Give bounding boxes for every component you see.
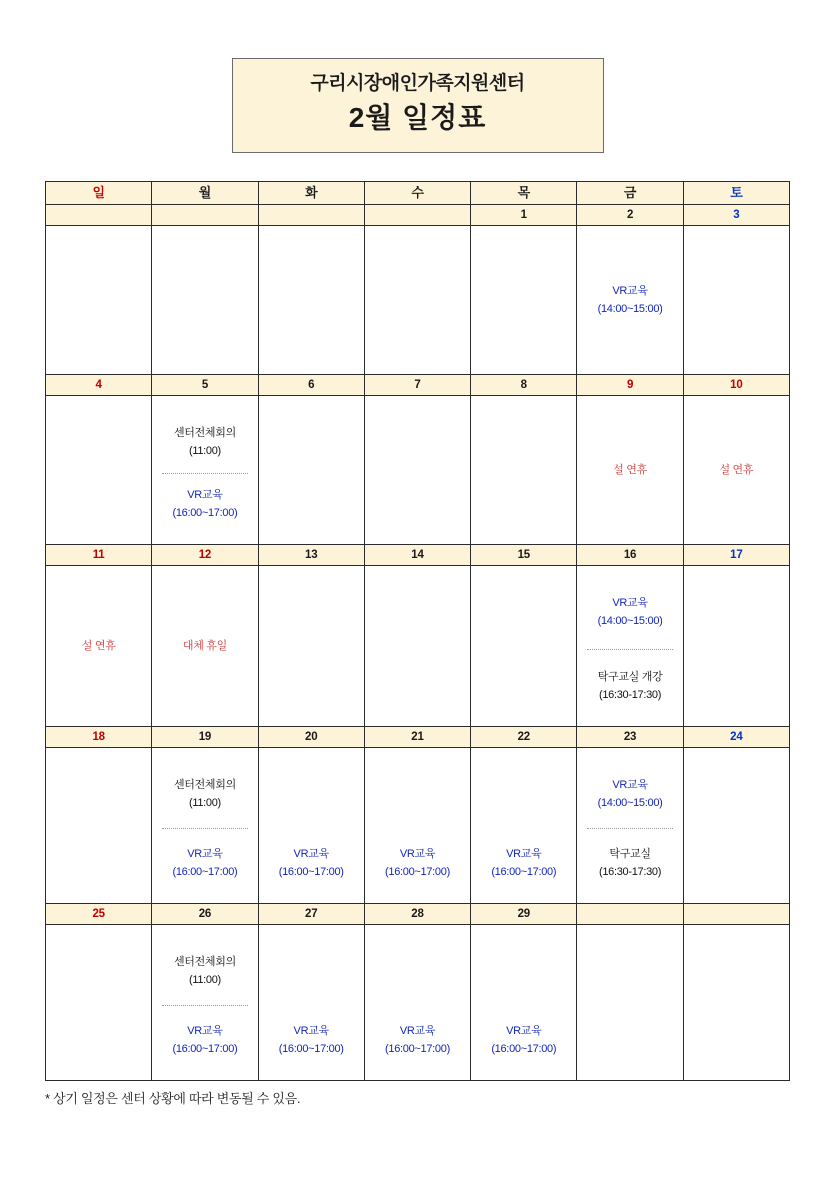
calendar-cell[interactable] (471, 226, 577, 375)
date-number: 11 (46, 545, 152, 566)
calendar-cell[interactable] (364, 925, 470, 1081)
date-number: 27 (258, 904, 364, 925)
event-row (46, 748, 790, 904)
cell-content (259, 566, 364, 726)
date-number: 2 (577, 205, 683, 226)
weekday-header-row (46, 182, 790, 205)
calendar-cell[interactable] (577, 925, 683, 1081)
event-title: 설 연휴 (613, 464, 647, 477)
date-number: 13 (258, 545, 364, 566)
date-number: 19 (152, 727, 258, 748)
event-item (475, 845, 572, 881)
event-title: 설 연휴 (719, 464, 754, 477)
event-item (475, 1022, 572, 1058)
cell-content (46, 566, 151, 726)
calendar-cell[interactable] (46, 226, 152, 375)
cell-content (259, 226, 364, 374)
date-number (152, 205, 258, 226)
weekday-header-1: 월 (152, 182, 258, 205)
calendar-header (46, 182, 790, 205)
event-divider (587, 649, 672, 650)
date-number: 20 (258, 727, 364, 748)
event-item (263, 845, 360, 881)
event-row (46, 396, 790, 545)
cell-content (46, 748, 151, 903)
date-number: 18 (46, 727, 152, 748)
event-time: (16:00~17:00) (491, 1043, 557, 1056)
event-title: 센터전체회의 (173, 427, 236, 440)
date-number: 1 (471, 205, 577, 226)
event-title: 설 연휴 (81, 640, 116, 653)
event-divider (162, 473, 247, 474)
date-number: 6 (258, 375, 364, 396)
event-time: (16:00~17:00) (172, 1043, 238, 1056)
event-item (369, 1022, 466, 1058)
event-time: (16:00~17:00) (278, 866, 344, 879)
cell-content (259, 748, 364, 903)
calendar-cell[interactable] (683, 748, 789, 904)
calendar-cell[interactable] (577, 226, 683, 375)
calendar-cell[interactable] (364, 226, 470, 375)
event-time: (16:30-17:30) (598, 866, 662, 879)
calendar-cell[interactable] (152, 566, 258, 727)
cell-content (259, 396, 364, 544)
cell-content (365, 396, 470, 544)
cell-content (365, 226, 470, 374)
date-number-row (46, 904, 790, 925)
event-title: 탁구교실 개강 (597, 670, 663, 683)
event-time: (14:00~15:00) (597, 615, 663, 628)
calendar-cell[interactable] (258, 396, 364, 545)
date-number: 8 (471, 375, 577, 396)
date-number: 3 (683, 205, 789, 226)
event-item (156, 953, 253, 989)
date-number: 5 (152, 375, 258, 396)
calendar-cell[interactable] (364, 396, 470, 545)
date-number: 4 (46, 375, 152, 396)
event-item (369, 845, 466, 881)
event-title: 센터전체회의 (173, 956, 236, 969)
cell-content (471, 566, 576, 726)
event-item (581, 668, 678, 704)
event-item (688, 461, 785, 479)
event-item (263, 1022, 360, 1058)
cell-content (577, 226, 682, 374)
date-number: 25 (46, 904, 152, 925)
calendar-cell[interactable] (471, 748, 577, 904)
cell-content (46, 226, 151, 374)
event-item (156, 1022, 253, 1058)
date-number: 15 (471, 545, 577, 566)
cell-content (46, 396, 151, 544)
event-title: VR교육 (399, 847, 436, 860)
calendar-cell[interactable] (471, 396, 577, 545)
calendar-cell[interactable] (364, 748, 470, 904)
date-number: 28 (364, 904, 470, 925)
calendar-area (45, 181, 790, 1081)
event-item (581, 776, 678, 812)
event-divider (587, 828, 672, 829)
cell-content (365, 748, 470, 903)
date-number: 26 (152, 904, 258, 925)
calendar-cell[interactable] (471, 925, 577, 1081)
title-area (0, 0, 835, 153)
calendar-cell[interactable] (683, 226, 789, 375)
event-title: VR교육 (293, 1024, 329, 1037)
date-number: 17 (683, 545, 789, 566)
date-number-row (46, 545, 790, 566)
cell-content (471, 396, 576, 544)
calendar-body (46, 205, 790, 1081)
date-number: 10 (683, 375, 789, 396)
cell-content (684, 925, 789, 1080)
event-time: (16:00~17:00) (278, 1043, 344, 1056)
calendar-cell[interactable] (683, 925, 789, 1081)
cell-content (684, 226, 789, 374)
calendar-cell[interactable] (152, 925, 258, 1081)
cell-content (46, 925, 151, 1080)
date-number: 16 (577, 545, 683, 566)
cell-content (152, 748, 257, 903)
weekday-header-0: 일 (46, 182, 152, 205)
date-number: 29 (471, 904, 577, 925)
cell-content (152, 396, 257, 544)
calendar-cell[interactable] (364, 566, 470, 727)
calendar-cell[interactable] (471, 566, 577, 727)
date-number: 14 (364, 545, 470, 566)
cell-content (152, 925, 257, 1080)
date-number: 23 (577, 727, 683, 748)
event-title: VR교육 (612, 779, 648, 792)
event-title: VR교육 (187, 488, 223, 501)
cell-content (471, 226, 576, 374)
date-number: 12 (152, 545, 258, 566)
calendar-cell[interactable] (46, 925, 152, 1081)
cell-content (577, 396, 682, 544)
event-time: (16:00~17:00) (172, 866, 238, 879)
event-time: (11:00) (188, 445, 221, 458)
event-divider (162, 828, 247, 829)
monthly-calendar (45, 181, 790, 1081)
date-number (683, 904, 789, 925)
event-row (46, 925, 790, 1081)
cell-content (471, 925, 576, 1080)
cell-content (152, 566, 257, 726)
calendar-cell[interactable] (152, 396, 258, 545)
event-item (50, 637, 147, 655)
cell-content (684, 566, 789, 726)
weekday-header-6: 토 (683, 182, 789, 205)
date-number-row (46, 727, 790, 748)
event-title: 대체 휴일 (182, 640, 227, 653)
event-time: (11:00) (188, 974, 221, 987)
date-number (46, 205, 152, 226)
event-row (46, 226, 790, 375)
calendar-cell[interactable] (46, 396, 152, 545)
calendar-cell[interactable] (152, 226, 258, 375)
event-item (156, 424, 253, 460)
event-time: (14:00~15:00) (597, 303, 663, 316)
date-number: 22 (471, 727, 577, 748)
event-title: VR교육 (187, 847, 223, 860)
event-time: (16:00~17:00) (172, 507, 238, 520)
event-time: (16:30-17:30) (598, 689, 662, 702)
event-time: (16:00~17:00) (385, 1043, 450, 1056)
event-title: 센터전체회의 (173, 779, 236, 792)
cell-content (365, 566, 470, 726)
cell-content (684, 396, 789, 544)
calendar-cell[interactable] (46, 566, 152, 727)
cell-content (152, 226, 257, 374)
date-number: 7 (364, 375, 470, 396)
event-item (581, 461, 678, 479)
event-item (156, 637, 253, 655)
date-number-row (46, 205, 790, 226)
weekday-header-4: 목 (471, 182, 577, 205)
date-number: 9 (577, 375, 683, 396)
date-number: 21 (364, 727, 470, 748)
calendar-cell[interactable] (46, 748, 152, 904)
event-row (46, 566, 790, 727)
weekday-header-5: 금 (577, 182, 683, 205)
date-number (258, 205, 364, 226)
calendar-cell[interactable] (152, 748, 258, 904)
title-box (232, 58, 604, 153)
footnote: * 상기 일정은 센터 상황에 따라 변동될 수 있음. (45, 1091, 301, 1107)
cell-content (577, 566, 682, 726)
cell-content (577, 925, 682, 1080)
event-time: (16:00~17:00) (385, 866, 450, 879)
event-title: VR교육 (506, 1024, 542, 1037)
date-number-row (46, 375, 790, 396)
cell-content (471, 748, 576, 903)
event-title: VR교육 (399, 1024, 436, 1037)
calendar-cell[interactable] (577, 748, 683, 904)
weekday-header-3: 수 (364, 182, 470, 205)
event-title: VR교육 (506, 847, 542, 860)
calendar-cell[interactable] (258, 566, 364, 727)
calendar-cell[interactable] (577, 396, 683, 545)
date-number: 24 (683, 727, 789, 748)
cell-content (684, 748, 789, 903)
event-item (156, 776, 253, 812)
page-title: 2월 일정표 (348, 101, 487, 133)
event-time: (11:00) (188, 797, 221, 810)
event-title: VR교육 (187, 1024, 223, 1037)
weekday-header-2: 화 (258, 182, 364, 205)
event-time: (16:00~17:00) (491, 866, 557, 879)
event-item (156, 845, 253, 881)
event-title: VR교육 (293, 847, 329, 860)
event-time: (14:00~15:00) (597, 797, 663, 810)
calendar-cell[interactable] (683, 396, 789, 545)
cell-content (577, 748, 682, 903)
calendar-cell[interactable] (258, 226, 364, 375)
calendar-cell[interactable] (258, 748, 364, 904)
calendar-cell[interactable] (577, 566, 683, 727)
event-title: VR교육 (612, 285, 648, 298)
event-item (581, 594, 678, 630)
date-number (364, 205, 470, 226)
cell-content (259, 925, 364, 1080)
calendar-cell[interactable] (258, 925, 364, 1081)
event-divider (162, 1005, 247, 1006)
cell-content (365, 925, 470, 1080)
event-title: VR교육 (612, 597, 648, 610)
organization-name: 구리시장애인가족지원센터 (310, 73, 525, 94)
event-title: 탁구교실 (609, 847, 651, 860)
calendar-cell[interactable] (683, 566, 789, 727)
event-item (581, 282, 678, 318)
event-item (581, 845, 678, 881)
event-item (156, 486, 253, 522)
date-number (577, 904, 683, 925)
